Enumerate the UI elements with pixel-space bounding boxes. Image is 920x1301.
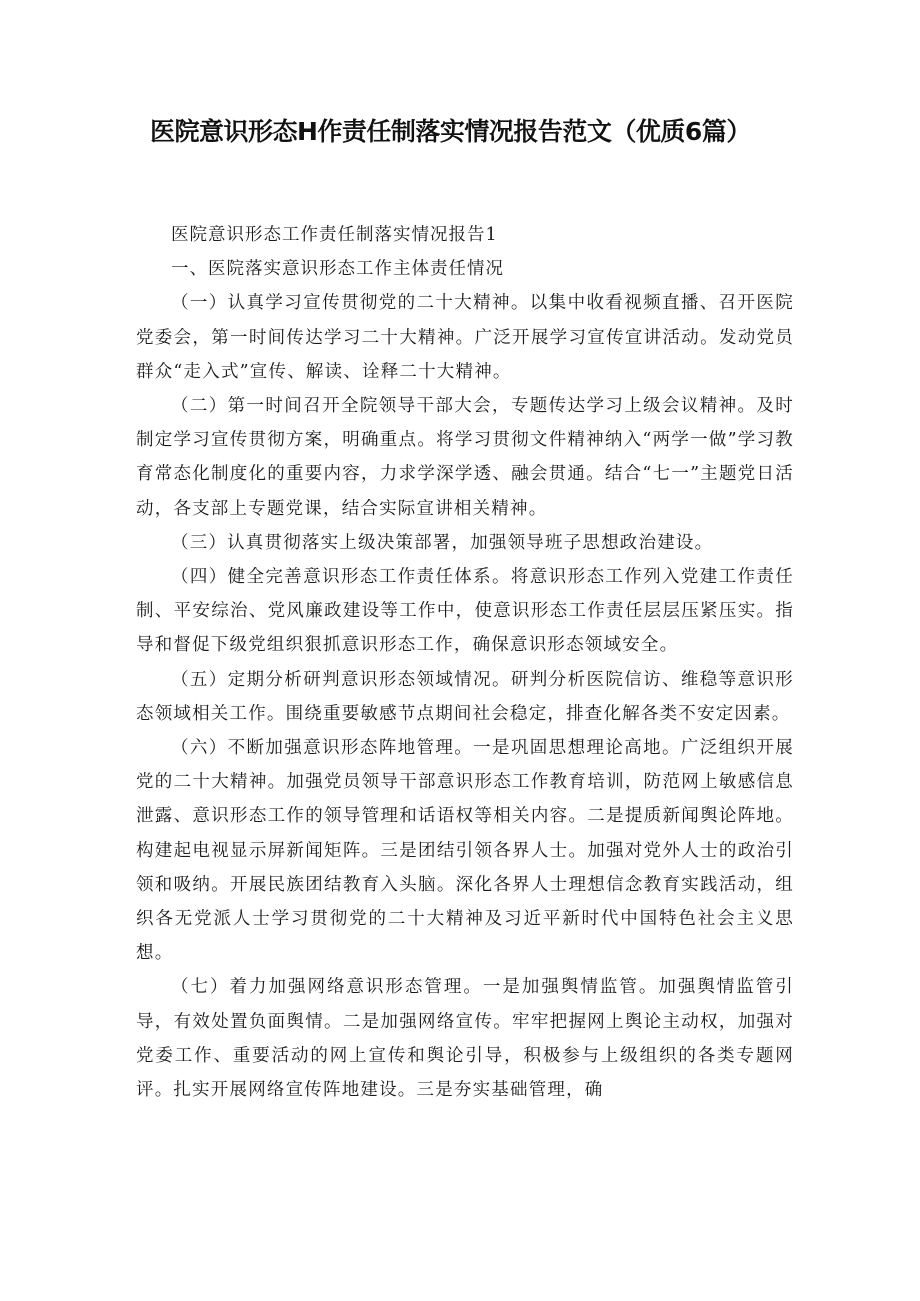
paragraph-5: （五）定期分析研判意识形态领域情况。研判分析医院信访、维稳等意识形态领域相关工作。围绕重要敏感节点期间社会稳定，排查化解各类不安定因素。 (136, 669, 794, 724)
paragraph-1: （一）认真学习宣传贯彻党的二十大精神。以集中收看视频直播、召开医院党委会，第一时间传达学习二十大精神。广泛开展学习宣传宣讲活动。发动党员群众“走入式”宣传、解读、诠释二十大精神。 (136, 293, 794, 382)
section-heading: 一、医院落实意识形态工作主体责任情况 (171, 259, 504, 280)
paragraph-7: （七）着力加强网络意识形态管理。一是加强舆情监管。加强舆情监管引导，有效处置负面舆情。二是加强网络宣传。牢牢把握网上舆论主动权，加强对党委工作、重要活动的网上宣传和舆论引导，积极参与上级组织的各类专题网评。扎实开展网络宣传阵地建设。三是夯实基础管理，确 (136, 977, 794, 1101)
paragraph-6: （六）不断加强意识形态阵地管理。一是巩固思想理论高地。广泛组织开展党的二十大精神。加强党员领导干部意识形态工作教育培训，防范网上敏感信息泄露、意识形态工作的领导管理和话语权等相关内容。二是提质新闻舆论阵地。构建起电视显示屏新闻矩阵。三是团结引领各界人士。加强对党外人士的政治引领和吸纳。开展民族团结教育入头脑。深化各界人士理想信念教育实践活动，组织各无党派人士学习贯彻党的二十大精神及习近平新时代中国特色社会主义思想。 (136, 738, 794, 964)
paragraph-4: （四）健全完善意识形态工作责任体系。将意识形态工作列入党建工作责任制、平安综治、党风廉政建设等工作中，使意识形态工作责任层层压紧压实。指导和督促下级党组织狠抓意识形态工作，确保意识形态领域安全。 (136, 567, 794, 656)
document-body (136, 218, 794, 1107)
report-subtitle: 医院意识形态工作责任制落实情况报告1 (171, 225, 498, 245)
paragraph-3: （三）认真贯彻落实上级决策部署，加强领导班子思想政治建设。 (171, 532, 714, 553)
document-title: 医院意识形态H作责任制落实情况报告范文（优质6篇） (150, 117, 751, 146)
paragraph-2: （二）第一时间召开全院领导干部大会，专题传达学习上级会议精神。及时制定学习宣传贯彻方案，明确重点。将学习贯彻文件精神纳入“两学一做”学习教育常态化制度化的重要内容，力求学深学透、融会贯通。结合“七一”主题党日活动，各支部上专题党课，结合实际宣讲相关精神。 (136, 396, 794, 519)
